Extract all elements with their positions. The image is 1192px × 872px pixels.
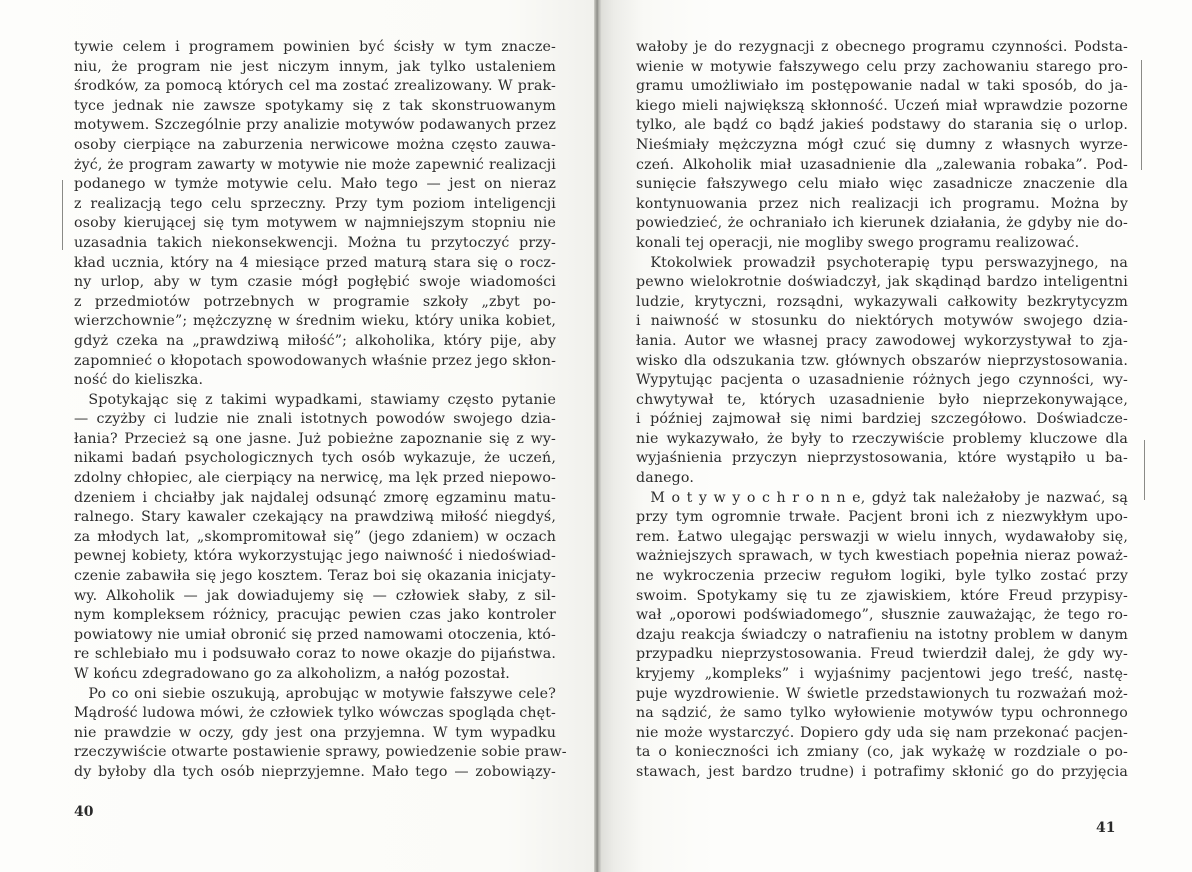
text-line: ta o konieczności ich zmiany (co, jak wykażę w rozdziale o po- [636, 744, 1128, 761]
text-line: łania. Autor we własnej pracy zawodowej wykorzystywał to zja- [636, 332, 1128, 349]
text-line: powiedzieć, że ochraniało ich kierunek działania, że gdyby nie do- [636, 215, 1128, 232]
text-line: wałoby je do rezygnacji z obecnego programu czynności. Podsta- [636, 39, 1128, 55]
text-line: M o t y w y o c h r o n n e, gdyż tak należałoby je nazwać, są [636, 489, 1128, 506]
left-page-text [74, 38, 567, 783]
text-line: kryjemy „kompleks” i wyjaśnimy pacjentowi jego treść, nastę- [636, 666, 1128, 682]
text-line: gramu umożliwiało im postępowanie nadal w taki sposób, do ja- [636, 78, 1128, 95]
text-line: ludzie, krytyczni, rozsądni, wykazywali całkowity bezkrytycyzm [636, 293, 1128, 310]
text-line: czeń. Alkoholik miał uzasadnienie dla „zalewania robaka”. Pod- [636, 156, 1128, 173]
text-line: konali tej operacji, nie mogliby swego programu realizować. [636, 234, 1080, 251]
text-line: kład ucznia, który na 4 miesiące przed maturą stara się o rocz- [74, 254, 556, 271]
text-line: środków, za pomocą których cel ma zostać zrealizowany. W prak- [74, 78, 556, 95]
text-line: sunięcie fałszywego celu miało więc zasadnicze znaczenie dla [636, 176, 1128, 193]
text-line: niu, że program nie jest niczym innym, jak tylko ustaleniem [74, 58, 556, 75]
text-line: tyce jednak nie zawsze spotykamy się z tak skonstruowanym [74, 97, 556, 114]
text-line: wisko dla odszukania tzw. głównych obszarów nieprzystosowania. [636, 352, 1128, 369]
text-line: ność do kieliszka. [74, 372, 204, 389]
text-line: osoby cierpiące na zaburzenia nerwicowe można często zauwa- [74, 136, 556, 153]
text-line: ny urlop, aby w tym czasie mógł pogłębić swoje wiadomości [74, 274, 556, 291]
right-page-number: 41 [1096, 820, 1116, 836]
text-line: nikami badań psychologicznych tych osób wykazuje, że uczeń, [74, 450, 556, 467]
text-line: rem. Łatwo ulegając perswazji w wielu innych, wydawałoby się, [636, 528, 1128, 545]
text-line: W końcu zdegradowano go za alkoholizm, a nałóg pozostał. [74, 666, 510, 682]
text-line: gdyż czeka na „prawdziwą miłość”; alkoholika, który pije, aby [74, 332, 556, 349]
text-line: tylko, ale bądź co bądź jakieś podstawy do starania się o urlop. [636, 117, 1128, 134]
text-line: motywem. Szczególnie przy analizie motywów podawanych przez [74, 117, 556, 134]
text-line: wierzchownie”; mężczyznę w średnim wieku, który unika kobiet, [74, 313, 556, 330]
text-line: swoim. Spotykamy się tu ze zjawiskiem, które Freud przypisy- [636, 587, 1128, 604]
text-line: tywie celem i programem powinien być ścisły w tym znacze- [74, 39, 556, 55]
text-line: zapomnieć o kłopotach spowodowanych właśnie przez jego skłon- [74, 352, 557, 369]
text-line: wyjaśnienia przyczyn nieprzystosowania, które wystąpiło u ba- [636, 450, 1128, 467]
margin-pencil-mark [1144, 440, 1145, 500]
text-line: nym kompleksem różnicy, pracując pewien czas jako kontroler [74, 607, 556, 624]
text-line: na sądzić, że samo tylko wyłowienie motywów typu ochronnego [636, 705, 1128, 722]
text-line: kiego mieli największą skłonność. Uczeń miał wprawdzie pozorne [636, 97, 1128, 114]
text-line: — czyżby ci ludzie nie znali istotnych powodów swojego dzia- [74, 411, 556, 428]
text-line: przy tym ogromnie trwałe. Pacjent broni ich z niezwykłym upo- [636, 509, 1128, 526]
text-line: stawach, jest bardzo trudne) i potrafimy skłonić go do przyjęcia [636, 763, 1128, 780]
text-line: Nieśmiały mężczyzna mógł czuć się dumny z własnych wyrze- [636, 136, 1128, 153]
left-page-number: 40 [74, 804, 94, 820]
text-line: puje wyzdrowienie. W świetle przedstawionych tu rozważań moż- [636, 685, 1128, 702]
text-line: i naiwność w stosunku do niektórych motywów swojego dzia- [636, 313, 1128, 330]
text-line: pewno wielokrotnie doświadczył, jak skądinąd bardzo inteligentni [636, 274, 1128, 291]
text-line: wy. Alkoholik — jak dowiadujemy się — człowiek słaby, z sil- [74, 587, 556, 604]
right-page-text [636, 38, 1128, 783]
text-line: zdolny chłopiec, ale cierpiący na nerwicę, ma lęk przed niepowo- [74, 470, 556, 487]
text-line: ne wykroczenia przeciw regułom logiki, byle tylko zostać przy [636, 568, 1128, 585]
margin-pencil-mark [62, 180, 63, 250]
text-line: pewnej kobiety, która wykorzystując jego naiwność i niedoświad- [74, 548, 556, 565]
text-line: i później zajmował się nimi bardziej szczegółowo. Doświadcze- [636, 411, 1128, 428]
text-line: dy byłoby dla tych osób nieprzyjemne. Mało tego — zobowiązy- [74, 763, 556, 780]
text-line: z realizacją tego celu sprzeczny. Przy tym poziom inteligencji [74, 195, 556, 212]
text-line: Spotykając się z takimi wypadkami, stawiamy często pytanie [74, 391, 556, 408]
text-line: chwytywał te, których uzasadnienie było nieprzekonywające, [636, 391, 1128, 408]
text-line: ważniejszych sprawach, w tych kwestiach popełnia nieraz poważ- [636, 548, 1128, 565]
text-line: ralnego. Stary kawaler czekający na prawdziwą miłość niegdyś, [74, 509, 556, 526]
text-line: przypadku nieprzystosowania. Freud twierdził dalej, że gdy wy- [636, 646, 1128, 663]
text-line: wienie w motywie fałszywego celu przy zachowaniu starego pro- [636, 58, 1128, 75]
text-line: za młodych lat, „skompromitował się” (jego zdaniem) w oczach [74, 528, 556, 545]
text-line: osoby kierującej się tym motywem w najmniejszym stopniu nie [74, 215, 556, 232]
text-line: Po co oni siebie oszukują, aprobując w motywie fałszywe cele? [74, 685, 556, 702]
text-line: podanego w tymże motywie celu. Mało tego — jest on nieraz [74, 176, 556, 193]
text-line: nie może wystarczyć. Dopiero gdy uda się nam przekonać pacjen- [636, 724, 1128, 741]
margin-pencil-mark [1141, 60, 1142, 170]
book-gutter [594, 0, 602, 872]
text-line: nie wykazywało, że były to rzeczywiście problemy kluczowe dla [636, 430, 1128, 447]
text-line: re schlebiało mu i podsuwało coraz to nowe okazje do pijaństwa. [74, 646, 556, 663]
text-line: żyć, że program zawarty w motywie nie może zapewnić realizacji [74, 156, 556, 173]
text-line: Ktokolwiek prowadził psychoterapię typu perswazyjnego, na [636, 254, 1128, 271]
text-line: danego. [636, 470, 695, 487]
text-line: Mądrość ludowa mówi, że człowiek tylko wówczas spogląda chęt- [74, 705, 556, 722]
text-line: nie prawdzie w oczy, gdy jest ona przyjemna. W tym wypadku [74, 724, 556, 741]
text-line: dzaju reakcja świadczy o natrafieniu na istotny problem w danym [636, 626, 1128, 643]
text-line: Wypytując pacjenta o uzasadnienie różnych jego czynności, wy- [636, 372, 1128, 389]
text-line: rzeczywiście otwarte postawienie sprawy, powiedzenie sobie praw- [74, 744, 567, 761]
text-line: wał „oporowi podświadomego”, słusznie zauważając, że tego ro- [636, 607, 1128, 624]
right-page [596, 0, 1192, 872]
text-line: łania? Przecież są one jasne. Już pobieżne zapoznanie się z wy- [74, 430, 556, 447]
text-line: powiatowy nie umiał obronić się przed namowami otoczenia, któ- [74, 626, 556, 643]
text-line: kontynuowania przez nich realizacji ich programu. Można by [636, 195, 1128, 212]
text-line: uzasadnia takich niekonsekwencji. Można tu przytoczyć przy- [74, 234, 556, 251]
text-line: dzeniem i chciałby jak najdalej odsunąć zmorę egzaminu matu- [74, 489, 556, 506]
text-line: czenie zabawiła się jego kosztem. Teraz boi się okazania inicjaty- [74, 568, 556, 585]
text-line: z przedmiotów potrzebnych w programie szkoły „zbyt po- [74, 293, 556, 310]
